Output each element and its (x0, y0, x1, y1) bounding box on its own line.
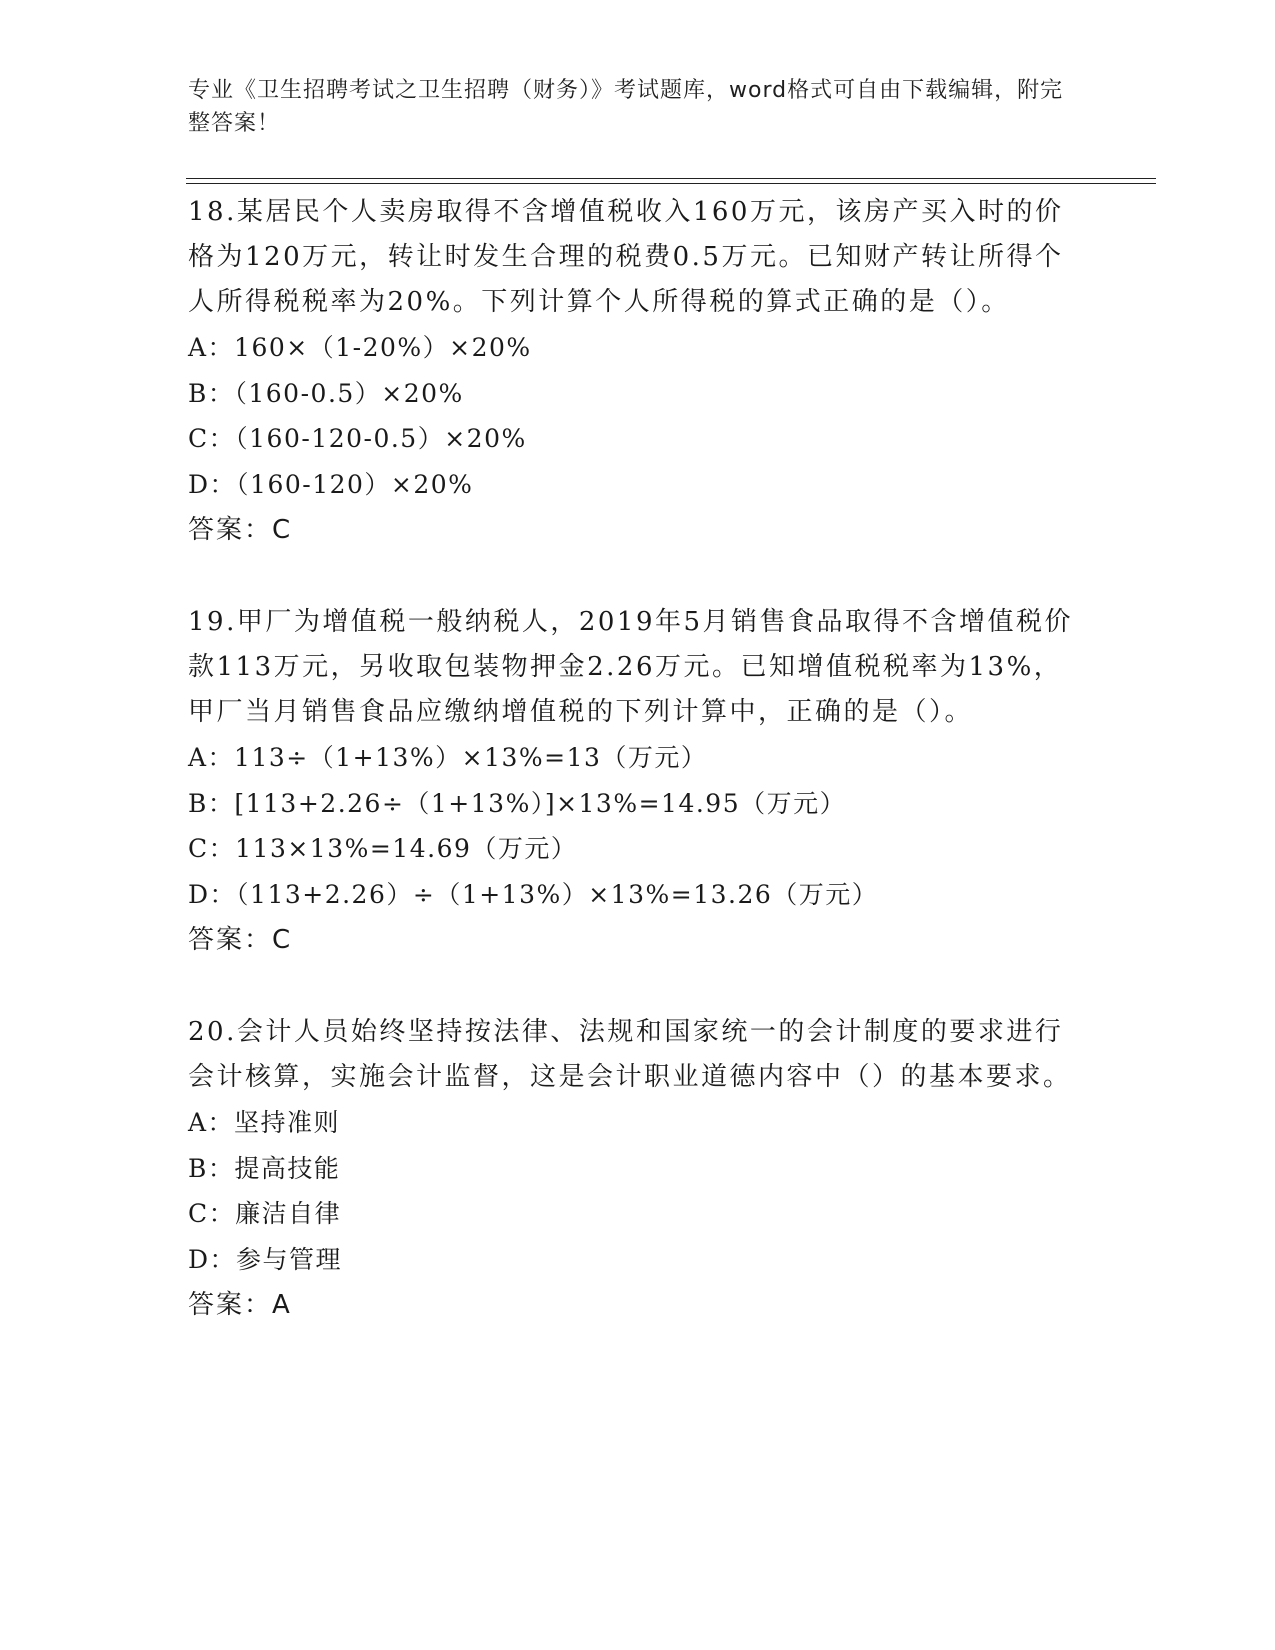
option-c: C：廉洁自律 (188, 1199, 342, 1228)
option-c: C：113×13%=14.69（万元） (188, 834, 578, 863)
question-stem: 18.某居民个人卖房取得不含增值税收入160万元，该房产买入时的价格为120万元，转让时发生合理的税费0.5万元。已知财产转让所得个人所得税税率为20%。下列计算个人所得税的算式正确的是（）。 (188, 197, 1064, 317)
option-a: A：160×（1-20%）×20% (188, 333, 532, 362)
question-20 (188, 1010, 1088, 1328)
header-divider-bottom (186, 183, 1156, 184)
option-b: B：[113+2.26÷（1+13%）]×13%=14.95（万元） (188, 788, 847, 818)
question-19 (188, 600, 1088, 963)
answer: 答案：C (188, 515, 293, 545)
question-stem: 20.会计人员始终坚持按法律、法规和国家统一的会计制度的要求进行会计核算，实施会计监督，这是会计职业道德内容中（）的基本要求。 (188, 1017, 1072, 1092)
answer: 答案：C (188, 925, 293, 955)
option-b: B：（160-0.5）×20% (188, 378, 464, 408)
header-divider-top (186, 178, 1156, 179)
document-header: 专业《卫生招聘考试之卫生招聘（财务）》考试题库，word格式可自由下载编辑，附完整答案！ (188, 78, 1064, 136)
option-d: D：（113+2.26）÷（1+13%）×13%=13.26（万元） (188, 879, 879, 909)
answer: 答案：A (188, 1290, 292, 1320)
option-a: A：113÷（1+13%）×13%=13（万元） (188, 743, 708, 772)
option-d: D：参与管理 (188, 1244, 343, 1274)
option-a: A：坚持准则 (188, 1108, 341, 1137)
question-stem: 19.甲厂为增值税一般纳税人，2019年5月销售食品取得不含增值税价款113万元，另收取包装物押金2.26万元。已知增值税税率为13%，甲厂当月销售食品应缴纳增值税的下列计算中，正确的是（）。 (188, 607, 1074, 727)
option-d: D：（160-120）×20% (188, 469, 474, 499)
option-c: C：（160-120-0.5）×20% (188, 424, 527, 453)
option-b: B：提高技能 (188, 1153, 341, 1183)
question-18 (188, 190, 1088, 553)
